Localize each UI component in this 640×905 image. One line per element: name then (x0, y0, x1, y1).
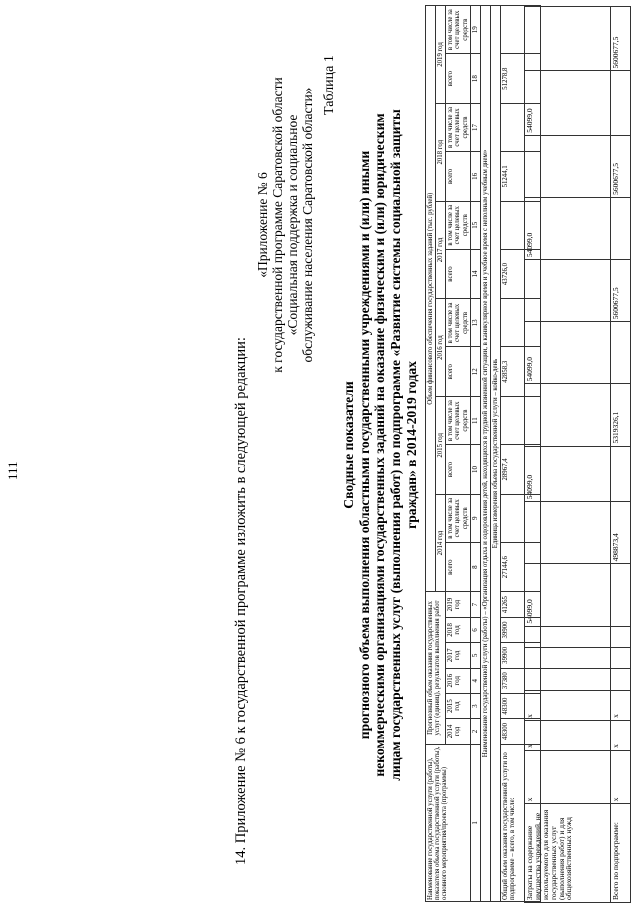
column-number: 5 (470, 643, 480, 668)
table-cell: 48300 (501, 693, 541, 718)
title-line: некоммерческими организациями государственных заданий на оказание физическим и (или) юридическим (372, 113, 388, 777)
column-number: 7 (470, 592, 480, 617)
table-cell (501, 103, 541, 151)
column-number: 3 (470, 693, 480, 718)
column-number: 4 (470, 668, 480, 693)
finance-year: 2017 год (436, 201, 446, 299)
table-cell (611, 669, 631, 690)
sub-total: всего (446, 249, 470, 298)
summary-table (425, 5, 541, 902)
table-cell (501, 494, 541, 542)
sub-target: в том числе за счет целевых средств (446, 396, 470, 444)
table-cell: х (611, 720, 631, 750)
table-cell (611, 647, 631, 668)
sub-total: всего (446, 445, 470, 494)
column-number: 11 (470, 396, 480, 444)
row-label: Всего по подпрограмме: (611, 804, 631, 903)
title-line: граждан» в 2014-2019 годах (403, 361, 419, 529)
finance-year: 2015 год (436, 396, 446, 494)
header-row (426, 6, 436, 902)
column-number: 17 (470, 103, 480, 151)
row-label: Общий объем оказания государственной услуги по подпрограмме – всего, в том числе: (501, 744, 541, 901)
forecast-year: 2018 год (446, 617, 470, 642)
sub-target: в том числе за счет целевых средств (446, 103, 470, 151)
column-number: 2 (470, 719, 480, 744)
title-line: прогнозного объема выполнения областными государственными учреждениями и (или) иными (356, 150, 372, 740)
column-number: 18 (470, 54, 480, 103)
column-number: 10 (470, 445, 480, 494)
table-cell (501, 396, 541, 444)
table-cell: 48300 (501, 719, 541, 744)
table-cell: 54099,0 (525, 564, 611, 626)
table-cell: 54099,0 (525, 446, 611, 502)
unit-name: Единица измерения объема государственной услуги – койко-день (491, 6, 501, 902)
forecast-year: 2016 год (446, 668, 470, 693)
table-cell (611, 564, 631, 626)
column-numbers-row (470, 6, 480, 902)
table-cell (611, 626, 631, 647)
table-cell (501, 299, 541, 347)
appendix-line: к государственной программе Саратовской области (270, 77, 286, 373)
forecast-header: Прогнозный объем оказания государственных услуг (единиц), результатов выполнения работ (426, 592, 446, 744)
column-number: 12 (470, 347, 480, 396)
table-row (611, 7, 631, 903)
table-cell: 27144,6 (501, 542, 541, 591)
table-cell: 5600677,5 (611, 7, 631, 71)
table-cell: 28967,4 (501, 445, 541, 494)
column-number: 8 (470, 542, 480, 591)
column-number: 9 (470, 494, 480, 542)
column-number: 6 (470, 617, 480, 642)
finance-header: Объем финансового обеспечения государственных заданий (тыс. рублей) (426, 6, 436, 592)
unit-row (491, 6, 501, 902)
sub-total: всего (446, 54, 470, 103)
appendix-header (255, 15, 315, 435)
document-title (341, 10, 419, 880)
table-cell: 41265 (501, 592, 541, 617)
forecast-year: 2017 год (446, 643, 470, 668)
finance-year: 2018 год (436, 103, 446, 201)
appendix-line: «Приложение № 6 (255, 172, 270, 278)
sub-target: в том числе за счет целевых средств (446, 201, 470, 249)
column-number: 19 (470, 6, 480, 54)
sub-total: всего (446, 542, 470, 591)
table-cell: 42858,3 (501, 347, 541, 396)
table-cell (501, 201, 541, 249)
title-line: лицам государственных услуг (выполнения работ) по подпрограмме «Развитие системы социальной защиты (387, 109, 403, 781)
amendment-item: 14. Приложение № 6 к государственной программе изложить в следующей редакции: (233, 337, 249, 865)
table-cell: х (525, 720, 611, 750)
finance-year: 2016 год (436, 299, 446, 397)
table-cell: 498873,4 (611, 502, 631, 564)
table-cell: 54099,0 (525, 197, 611, 259)
column-number: 13 (470, 299, 480, 347)
table-cell: 54099,0 (525, 322, 611, 384)
finance-year: 2014 год (436, 494, 446, 592)
table-cell (611, 71, 631, 135)
table-cell (611, 446, 631, 502)
table-cell: 54099,0 (525, 71, 611, 135)
column-number: 1 (470, 744, 480, 901)
column-number: 16 (470, 152, 480, 201)
finance-year: 2019 год (436, 6, 446, 104)
sub-total: всего (446, 152, 470, 201)
table-cell: 51278,8 (501, 54, 541, 103)
table-cell: х (611, 690, 631, 720)
table-cell: 39900 (501, 617, 541, 642)
sub-target: в том числе за счет целевых средств (446, 6, 470, 54)
sub-total: всего (446, 347, 470, 396)
column-number: 14 (470, 249, 480, 298)
page-number: 111 (5, 461, 20, 480)
service-row (480, 6, 490, 902)
forecast-year: 2019 год (446, 592, 470, 617)
table-cell: 5319326,1 (611, 384, 631, 446)
table-cell (611, 322, 631, 384)
table-cell (611, 197, 631, 259)
table-label: Таблица 1 (322, 55, 337, 115)
sub-target: в том числе за счет целевых средств (446, 299, 470, 347)
column-number: 15 (470, 201, 480, 249)
forecast-year: 2015 год (446, 693, 470, 718)
forecast-year: 2014 год (446, 719, 470, 744)
table-cell: х (525, 750, 611, 804)
table-cell (501, 6, 541, 54)
table-cell: 37380 (501, 668, 541, 693)
appendix-line: «Социальная поддержка и социальное (285, 114, 301, 336)
table-row (501, 6, 541, 902)
service-name: Наименование государственной услуги (работы) – «Организация отдыха и оздоровления детей, находящихся в трудной жизненной ситуации, в каникулярное время и учебное время с неполным учебным днем» (480, 6, 490, 902)
table-cell: х (611, 750, 631, 804)
title-line: Сводные показатели (341, 381, 356, 509)
table-cell: 5600677,5 (611, 260, 631, 322)
table-cell: 43726,0 (501, 249, 541, 298)
sub-target: в том числе за счет целевых средств (446, 494, 470, 542)
table-cell: 5600677,5 (611, 135, 631, 197)
appendix-line: обслуживание населения Саратовской области» (300, 87, 316, 363)
table-cell: 39900 (501, 643, 541, 668)
table-cell: х (525, 690, 611, 720)
table-cell: 51244,1 (501, 152, 541, 201)
row-label: Затраты на содержание имущества учреждений, не используемого для оказания государственных услуг (выполнения работ) и для общехозяйственных нужд (525, 804, 611, 903)
col1-header: Наименование государственной услуги (работы), показателя объема государственной услуги (работы), основного мероприятия/проекта (программы) (426, 744, 471, 901)
